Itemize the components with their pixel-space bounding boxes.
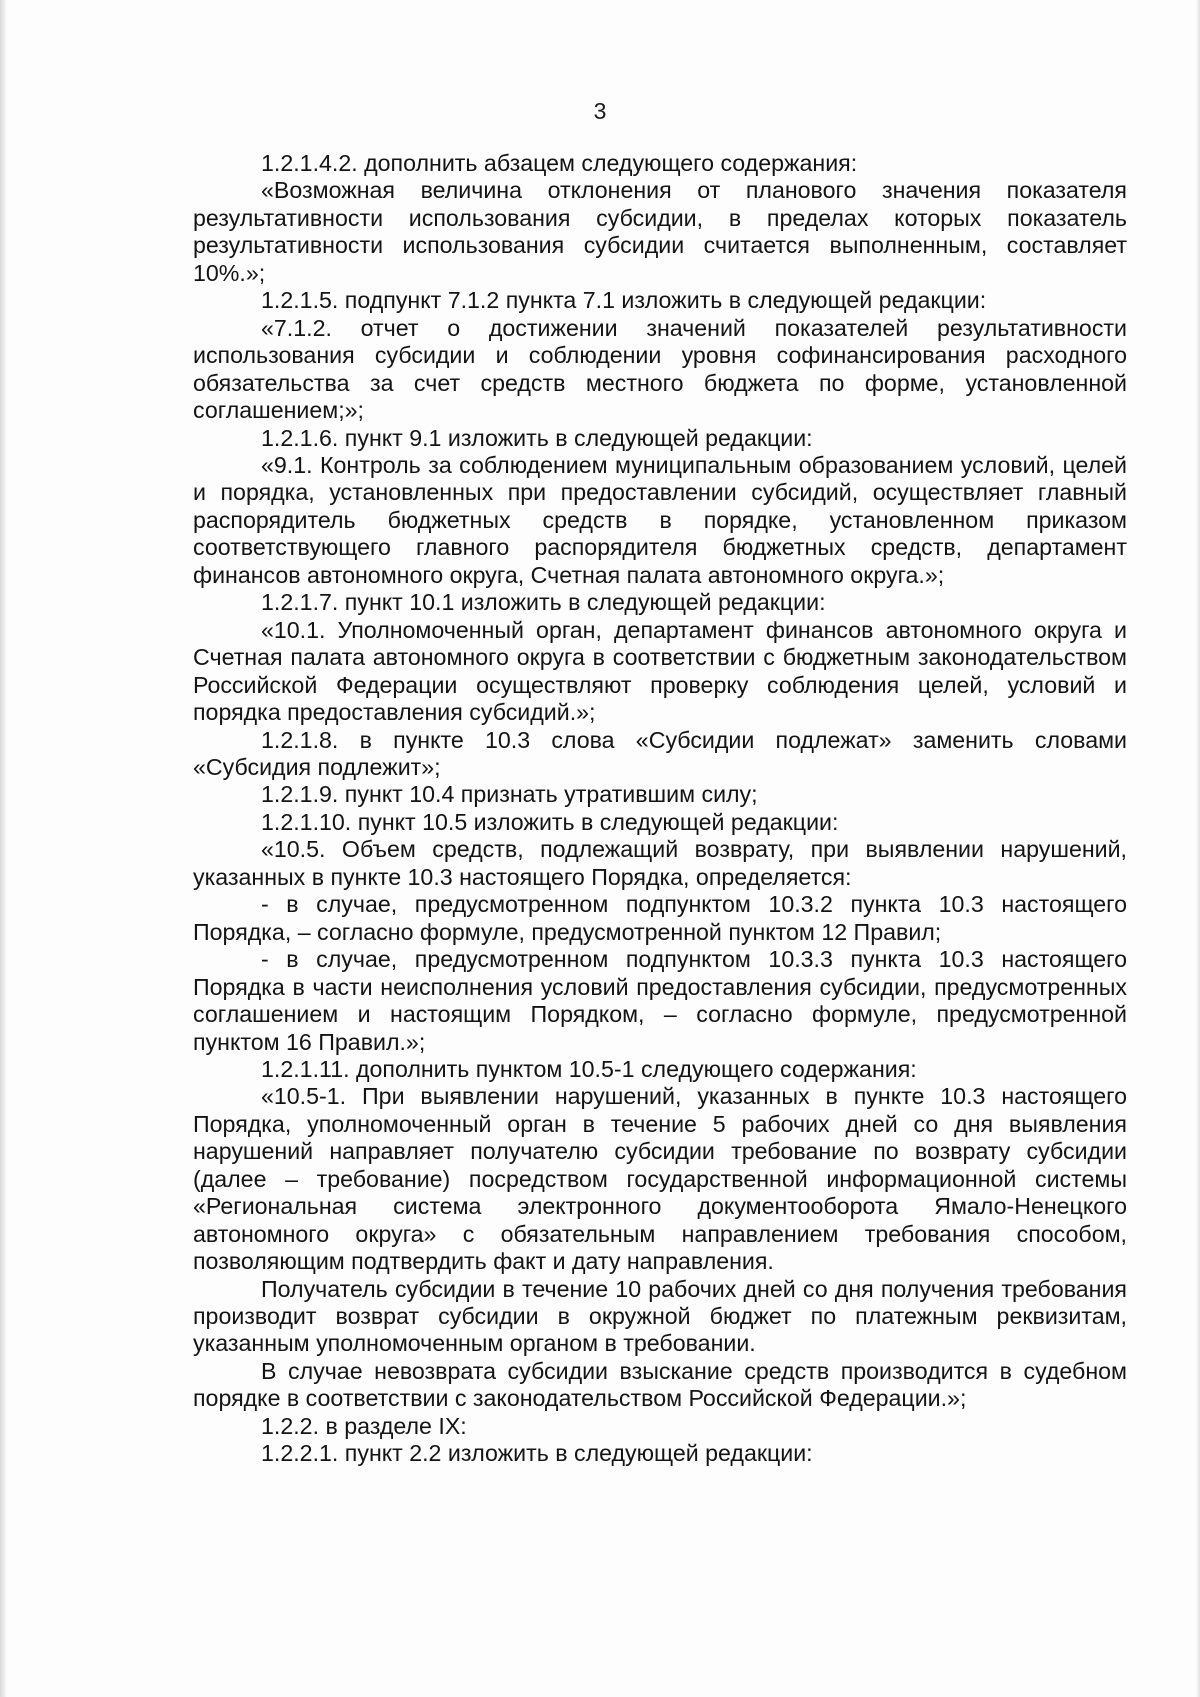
- paragraph: «7.1.2. отчет о достижении значений показателей результативности использования субсидии и соблюдении уровня софинансирования расходного обязательства за счет средств местного бюджета по форме, установленной соглашением;»;: [193, 314, 1127, 424]
- paragraph: 1.2.1.10. пункт 10.5 изложить в следующей редакции:: [261, 808, 839, 835]
- paragraph: 1.2.1.6. пункт 9.1 изложить в следующей редакции:: [261, 424, 813, 451]
- paragraph: 1.2.1.11. дополнить пунктом 10.5-1 следующего содержания:: [261, 1055, 917, 1082]
- paragraph: - в случае, предусмотренном подпунктом 10.3.2 пункта 10.3 настоящего Порядка, – согласно формуле, предусмотренной пунктом 12 Правил;: [193, 891, 1127, 945]
- paragraph: - в случае, предусмотренном подпунктом 10.3.3 пункта 10.3 настоящего Порядка в части неисполнения условий предоставления субсидии, предусмотренных соглашением и настоящим Порядком, – согласно формуле, предусмотренной пунктом 16 Правил.»;: [193, 946, 1127, 1055]
- paragraph: 1.2.1.5. подпункт 7.1.2 пункта 7.1 изложить в следующей редакции:: [261, 287, 987, 314]
- paragraph: 1.2.1.7. пункт 10.1 изложить в следующей редакции:: [261, 589, 826, 616]
- paragraph: 1.2.2. в разделе IX:: [261, 1412, 467, 1439]
- document-body: [193, 150, 1127, 1468]
- paragraph: Получатель субсидии в течение 10 рабочих дней со дня получения требования производит возврат субсидии в окружной бюджет по платежным реквизитам, указанным уполномоченным органом в требовании.: [193, 1275, 1127, 1357]
- paragraph: «10.5-1. При выявлении нарушений, указанных в пункте 10.3 настоящего Порядка, уполномоченный орган в течение 5 рабочих дней со дня выявления нарушений направляет получателю субсидии требование по возврату субсидии (далее – требование) посредством государственной информационной системы «Региональная система электронного документооборота Ямало-Ненецкого автономного округа» с обязательным направлением требования способом, позволяющим подтвердить факт и дату направления.: [193, 1083, 1127, 1275]
- paragraph: В случае невозврата субсидии взыскание средств производится в судебном порядке в соответствии с законодательством Российской Федерации.»;: [193, 1357, 1127, 1412]
- page-left-edge: [0, 0, 6, 1697]
- paragraph: «10.5. Объем средств, подлежащий возврату, при выявлении нарушений, указанных в пункте 10.3 настоящего Порядка, определяется:: [193, 836, 1127, 890]
- paragraph: 1.2.2.1. пункт 2.2 изложить в следующей редакции:: [261, 1440, 813, 1467]
- page-right-edge: [1196, 0, 1200, 1697]
- paragraph: 1.2.1.8. в пункте 10.3 слова «Субсидии подлежат» заменить словами «Субсидия подлежит»;: [193, 726, 1127, 780]
- paragraph: «10.1. Уполномоченный орган, департамент финансов автономного округа и Счетная палата автономного округа в соответствии с бюджетным законодательством Российской Федерации осуществляют проверку соблюдения целей, условий и порядка предоставления субсидий.»;: [193, 616, 1127, 726]
- paragraph: «9.1. Контроль за соблюдением муниципальным образованием условий, целей и порядка, установленных при предоставлении субсидий, осуществляет главный распорядитель бюджетных средств в порядке, установленном приказом соответствующего главного распорядителя бюджетных средств, департамент финансов автономного округа, Счетная палата автономного округа.»;: [193, 451, 1127, 588]
- page-number: 3: [593, 98, 607, 124]
- paragraph: 1.2.1.4.2. дополнить абзацем следующего содержания:: [261, 150, 858, 176]
- paragraph: 1.2.1.9. пункт 10.4 признать утратившим силу;: [261, 781, 758, 808]
- paragraph: «Возможная величина отклонения от планового значения показателя результативности использования субсидии, в пределах которых показатель результативности использования субсидии считается выполненным, составляет 10%.»;: [193, 177, 1127, 286]
